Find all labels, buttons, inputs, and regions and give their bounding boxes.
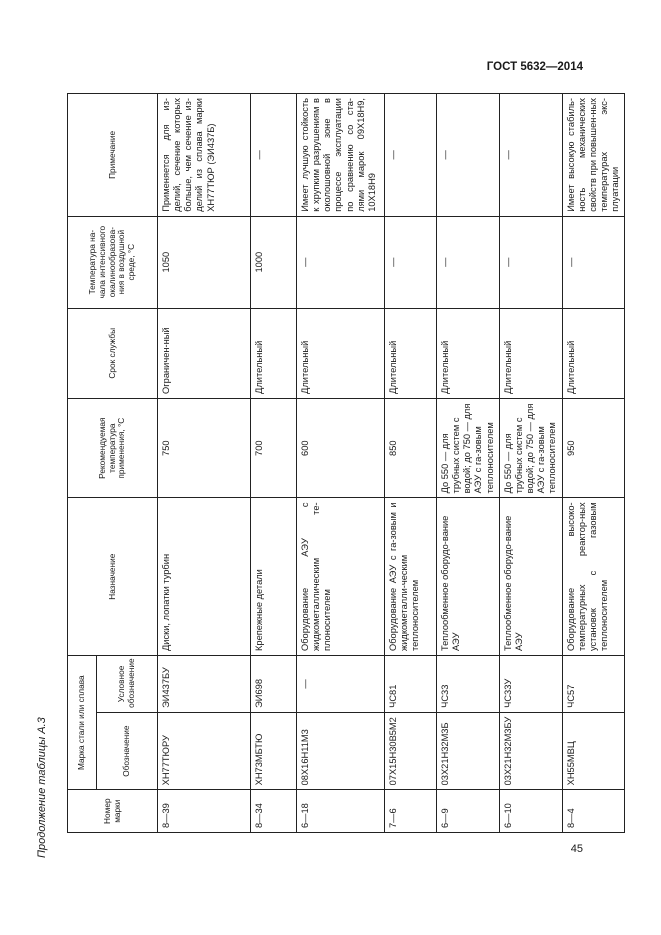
cell-scaling-temp: — <box>499 216 562 308</box>
cell-temperature: 700 <box>251 398 297 497</box>
cell-purpose: Оборудование высоко-температурных реактор-ных установок с газовым теплоносителем <box>562 498 625 656</box>
cell-conventional: ЧС33 <box>437 656 500 713</box>
cell-number: 6—9 <box>437 790 500 833</box>
cell-temperature: 850 <box>385 398 437 497</box>
header-purpose: Назначение <box>68 498 158 656</box>
table-caption: Продолжение таблицы А.3 <box>36 717 48 858</box>
cell-service: Длительный <box>385 308 437 398</box>
cell-purpose: Теплообменное оборудо-вание АЭУ <box>499 498 562 656</box>
cell-note: — <box>499 94 562 217</box>
cell-temperature: До 550 — для трубных систем с водой; до 750 — для АЭУ с га-зовым теплоносителем <box>437 398 500 497</box>
cell-conventional: — <box>297 656 385 713</box>
cell-note: — <box>251 94 297 217</box>
header-designation: Обозначение <box>97 712 158 790</box>
table-row <box>499 94 562 833</box>
cell-conventional: ЭИ698 <box>251 656 297 713</box>
header-note: Примечание <box>68 94 158 217</box>
steel-grades-table <box>67 93 625 833</box>
cell-designation: 03Х21Н32М3Б <box>437 712 500 790</box>
cell-purpose: Теплообменное оборудо-вание АЭУ <box>437 498 500 656</box>
cell-temperature: 600 <box>297 398 385 497</box>
cell-number: 8—39 <box>158 790 251 833</box>
cell-purpose: Оборудование АЭУ с га-зовым и жидкометалли-ческим теплоносителем <box>385 498 437 656</box>
cell-scaling-temp: — <box>297 216 385 308</box>
cell-scaling-temp: — <box>562 216 625 308</box>
cell-note: Применяется для из-делий, сечение которых больше, чем сечение из-делий из сплава марки ХН77ТЮР (ЭИ437Б) <box>158 94 251 217</box>
cell-scaling-temp: — <box>385 216 437 308</box>
cell-purpose: Крепежные детали <box>251 498 297 656</box>
cell-number: 8—4 <box>562 790 625 833</box>
table-row <box>251 94 297 833</box>
cell-service: Длительный <box>499 308 562 398</box>
header-scaling-temp: Температура на-чала интенсивного окалинообразова-ния в воздушной среде, °С <box>68 216 158 308</box>
cell-service: Длительный <box>562 308 625 398</box>
cell-service: Длительный <box>297 308 385 398</box>
table-row <box>385 94 437 833</box>
cell-conventional: ЧС81 <box>385 656 437 713</box>
cell-temperature: До 550 — для трубных систем с водой; до 750 — для АЭУ с га-зовым теплоносителем <box>499 398 562 497</box>
cell-temperature: 950 <box>562 398 625 497</box>
cell-scaling-temp: 1000 <box>251 216 297 308</box>
standard-header: ГОСТ 5632—2014 <box>486 61 583 73</box>
cell-conventional: ЭИ437БУ <box>158 656 251 713</box>
cell-note: Имеет лучшую стойкость к хрупким разрушениям в околошовной зоне в процессе эксплуатации по сравнению со ста-лями марок 09Х18Н9, 10Х18Н9 <box>297 94 385 217</box>
cell-temperature: 750 <box>158 398 251 497</box>
cell-conventional: ЧС33У <box>499 656 562 713</box>
cell-conventional: ЧС57 <box>562 656 625 713</box>
table-row <box>297 94 385 833</box>
header-number: Номер марки <box>68 790 158 833</box>
table-row <box>437 94 500 833</box>
cell-note: Имеет высокую стабиль-ность механических свойств при повышен-ных температурах экс-плуатации <box>562 94 625 217</box>
cell-purpose: Диски, лопатки турбин <box>158 498 251 656</box>
cell-purpose: Оборудование АЭУ с жидкометаллическим те-плоносителем <box>297 498 385 656</box>
header-service: Срок службы <box>68 308 158 398</box>
cell-number: 6—18 <box>297 790 385 833</box>
cell-designation: ХН55МВЦ <box>562 712 625 790</box>
cell-number: 6—10 <box>499 790 562 833</box>
cell-designation: 03Х21Н32М3БУ <box>499 712 562 790</box>
caption-wrapper <box>36 688 56 858</box>
cell-note: — <box>385 94 437 217</box>
cell-designation: 07Х15Н30В5М2 <box>385 712 437 790</box>
cell-designation: ХН73МБТЮ <box>251 712 297 790</box>
header-grade-group: Марка стали или сплава <box>68 656 97 790</box>
cell-scaling-temp: — <box>437 216 500 308</box>
cell-number: 7—6 <box>385 790 437 833</box>
table-row <box>562 94 625 833</box>
cell-service: Длительный <box>437 308 500 398</box>
cell-scaling-temp: 1050 <box>158 216 251 308</box>
cell-note: — <box>437 94 500 217</box>
table-frame <box>67 93 621 833</box>
cell-service: Длительный <box>251 308 297 398</box>
page-number: 45 <box>570 843 583 855</box>
table-row <box>158 94 251 833</box>
header-conventional: Условное обозначение <box>97 656 158 713</box>
cell-designation: ХН77ТЮРУ <box>158 712 251 790</box>
cell-service: Ограничен-ный <box>158 308 251 398</box>
cell-designation: 08Х16Н11М3 <box>297 712 385 790</box>
cell-number: 8—34 <box>251 790 297 833</box>
header-temperature: Рекомендуемая температура применения, °С <box>68 398 158 497</box>
